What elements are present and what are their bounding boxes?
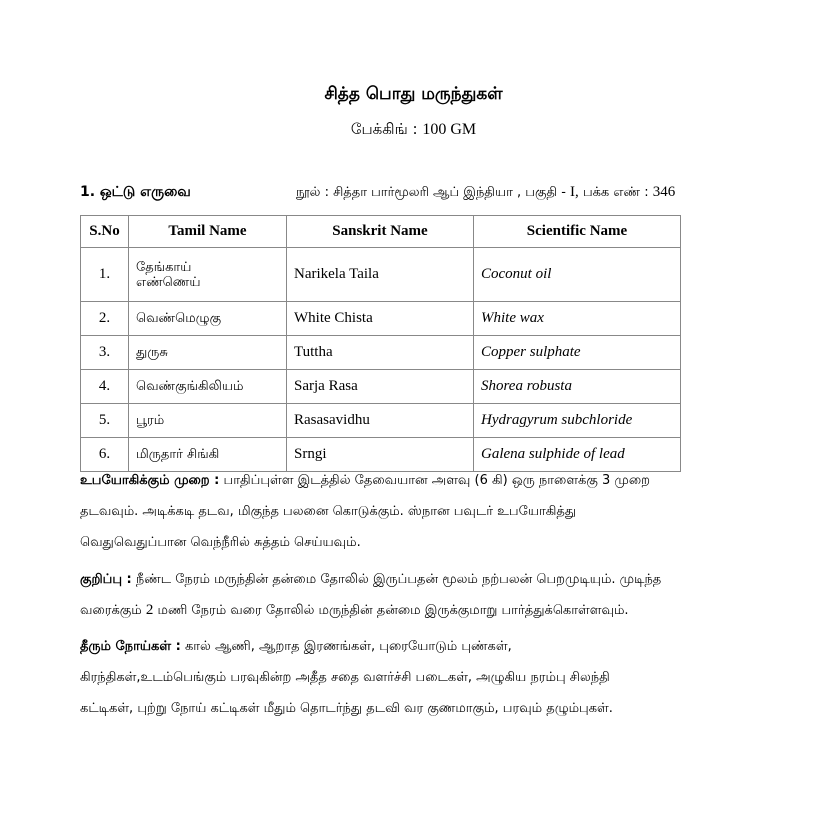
cell-tamil-name: வெண்குங்கிலியம் — [129, 370, 287, 404]
item-heading: 1. ஒட்டு எருவை — [80, 184, 191, 200]
cell-sanskrit-name: Narikela Taila — [287, 248, 474, 302]
note-text: மணி நேரம் வரை தோலில் மருந்தின் தன்மை இருக்குமாறு பார்த்துக்கொள்ளவும். — [157, 603, 629, 618]
cell-sanskrit-name: Tuttha — [287, 336, 474, 370]
header-sno: S.No — [81, 216, 129, 248]
usage-section — [80, 465, 760, 558]
cell-scientific-name: Galena sulphide of lead — [474, 438, 681, 472]
reference-page: 346 — [652, 184, 676, 200]
cell-scientific-name: Coconut oil — [474, 248, 681, 302]
note-text: நீண்ட நேரம் மருந்தின் தன்மை தோலில் இருப்பதன் மூலம் நற்பலன் பெறமுடியும். முடிந்த — [135, 572, 662, 587]
packing-line — [0, 120, 827, 140]
cell-sanskrit-name: White Chista — [287, 302, 474, 336]
table-row — [81, 248, 681, 302]
packing-label: பேக்கிங் : — [350, 120, 418, 138]
table-header-row — [81, 216, 681, 248]
cell-sanskrit-name: Rasasavidhu — [287, 404, 474, 438]
cell-sanskrit-name: Sarja Rasa — [287, 370, 474, 404]
cell-sno: 2. — [81, 302, 129, 336]
table-row — [81, 370, 681, 404]
table-row — [81, 404, 681, 438]
packing-value: 100 GM — [422, 121, 477, 138]
diseases-line: கட்டிகள், புற்று நோய் கட்டிகள் மீதும் தொடர்ந்து தடவி வர குணமாகும், பரவும் தழும்புகள். — [80, 701, 613, 716]
ingredients-table — [80, 215, 681, 472]
usage-text: பாதிப்புள்ள இடத்தில் தேவையான அளவு (6 கி) ஒரு நாளைக்கு 3 முறை — [223, 473, 650, 488]
reference-line — [296, 184, 675, 201]
diseases-line — [80, 631, 760, 662]
cell-scientific-name: Shorea robusta — [474, 370, 681, 404]
note-hours: 2 — [145, 602, 154, 618]
cell-scientific-name: Copper sulphate — [474, 336, 681, 370]
cell-sno: 1. — [81, 248, 129, 302]
diseases-label: தீரும் நோய்கள் : — [80, 639, 181, 654]
cell-scientific-name: Hydragyrum subchloride — [474, 404, 681, 438]
document-title: சித்த பொது மருந்துகள் — [324, 84, 503, 104]
cell-tamil-name: மிருதார் சிங்கி — [129, 438, 287, 472]
header-scientific-name: Scientific Name — [474, 216, 681, 248]
table-row — [81, 302, 681, 336]
cell-sno: 6. — [81, 438, 129, 472]
cell-sno: 4. — [81, 370, 129, 404]
usage-line: வெதுவெதுப்பான வெந்நீரில் சுத்தம் செய்யவும். — [80, 535, 361, 550]
reference-part: I, — [570, 184, 579, 200]
table-row — [81, 336, 681, 370]
cell-tamil-name: துருசு — [129, 336, 287, 370]
reference-page-label: பக்க எண் : — [582, 185, 649, 200]
note-text: வரைக்கும் — [80, 603, 142, 618]
diseases-text: கால் ஆணி, ஆறாத இரணங்கள், புரையோடும் புண்கள், — [184, 639, 512, 654]
note-section — [80, 564, 760, 626]
usage-line: தடவவும். அடிக்கடி தடவ, மிகுந்த பலனை கொடுக்கும். ஸ்நான பவுடர் உபயோகித்து — [80, 504, 577, 519]
cell-tamil-name: பூரம் — [129, 404, 287, 438]
cell-sno: 3. — [81, 336, 129, 370]
usage-label: உபயோகிக்கும் முறை : — [80, 473, 220, 488]
cell-tamil-name: வெண்மெழுகு — [129, 302, 287, 336]
cell-tamil-name: தேங்காய் எண்ணெய் — [129, 248, 287, 302]
cell-scientific-name: White wax — [474, 302, 681, 336]
cell-sno: 5. — [81, 404, 129, 438]
diseases-line: கிரந்திகள்,உடம்பெங்கும் பரவுகின்ற அதீத சதை வளர்ச்சி படைகள், அழுகிய நரம்பு சிலந்தி — [80, 670, 610, 685]
cell-sanskrit-name: Srngi — [287, 438, 474, 472]
usage-line — [80, 465, 760, 496]
note-label: குறிப்பு : — [80, 572, 132, 587]
note-line — [80, 595, 760, 626]
header-sanskrit-name: Sanskrit Name — [287, 216, 474, 248]
diseases-section — [80, 631, 760, 724]
reference-prefix: நூல் : சித்தா பார்மூலரி ஆப் இந்தியா , பகுதி - — [296, 185, 566, 200]
note-line — [80, 564, 760, 595]
header-tamil-name: Tamil Name — [129, 216, 287, 248]
